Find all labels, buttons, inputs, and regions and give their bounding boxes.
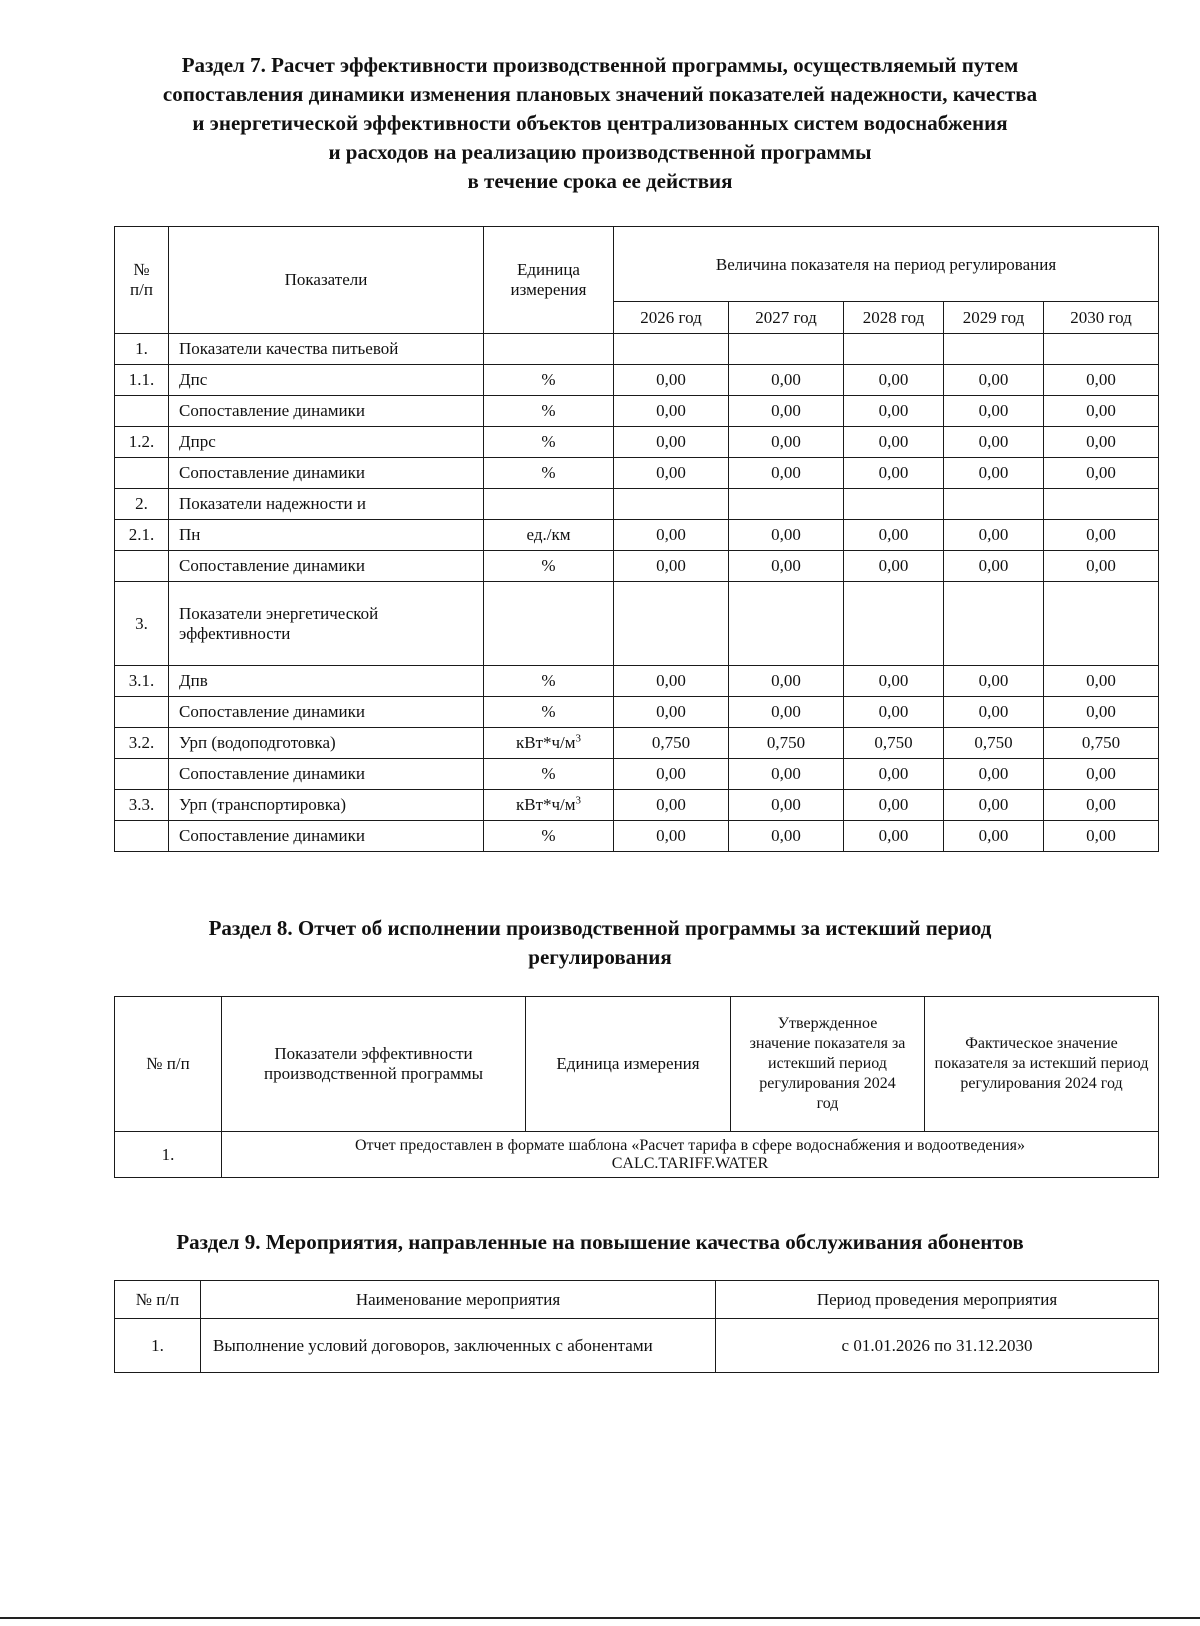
report-row-text: [222, 1132, 1159, 1178]
row-unit-text: %: [541, 556, 556, 575]
table-row: [115, 790, 1159, 821]
row-unit: [484, 759, 614, 790]
table-row: [115, 697, 1159, 728]
row-indicator: Сопоставление динамики: [169, 396, 484, 427]
row-unit: [484, 458, 614, 489]
row-unit-superscript: 3: [575, 732, 582, 745]
row-value: 0,750: [614, 728, 729, 759]
row-value: 0,00: [1044, 759, 1159, 790]
row-value: 0,00: [844, 520, 944, 551]
row-value: 0,00: [944, 759, 1044, 790]
section7-title-line: сопоставления динамики изменения плановых значений показателей надежности, качества: [162, 82, 1038, 106]
table-row: [115, 396, 1159, 427]
row-value: 0,00: [844, 759, 944, 790]
row-unit: [484, 427, 614, 458]
section9-title-line: Раздел 9. Мероприятия, направленные на повышение качества обслуживания абонентов: [176, 1230, 1024, 1254]
row-value: 0,00: [944, 365, 1044, 396]
efficiency-table: [114, 226, 1159, 852]
measures-header-num: № п/п: [115, 1281, 201, 1319]
row-value: [944, 334, 1044, 365]
section8-title-line: регулирования: [528, 945, 672, 969]
row-unit: [484, 334, 614, 365]
row-value: 0,00: [844, 666, 944, 697]
row-value: 0,00: [614, 759, 729, 790]
row-value: 0,00: [944, 396, 1044, 427]
row-num: 1.: [115, 334, 169, 365]
report-row-num: 1.: [115, 1132, 222, 1178]
report-header-unit: Единица измерения: [526, 997, 731, 1132]
row-num: 2.: [115, 489, 169, 520]
row-value: 0,00: [729, 697, 844, 728]
row-indicator: Урп (водоподготовка): [169, 728, 484, 759]
row-num: [115, 697, 169, 728]
row-indicator: Сопоставление динамики: [169, 551, 484, 582]
row-value: 0,00: [729, 396, 844, 427]
row-value: 0,00: [729, 520, 844, 551]
report-header-actual: Фактическое значение показателя за истекший период регулирования 2024 год: [925, 997, 1159, 1132]
row-num: 1.2.: [115, 427, 169, 458]
row-num: 3.3.: [115, 790, 169, 821]
row-value: 0,00: [614, 551, 729, 582]
row-value: 0,00: [1044, 520, 1159, 551]
row-value: 0,00: [844, 365, 944, 396]
row-value: [729, 582, 844, 666]
col-header-year: 2027 год: [729, 302, 844, 334]
row-num: 3.: [115, 582, 169, 666]
report-header-indicator: Показатели эффективности производственной программы: [222, 997, 526, 1132]
row-value: 0,00: [844, 551, 944, 582]
row-value: 0,00: [844, 821, 944, 852]
row-indicator: Урп (транспортировка): [169, 790, 484, 821]
row-unit: [484, 666, 614, 697]
row-value: 0,00: [844, 396, 944, 427]
row-value: 0,750: [1044, 728, 1159, 759]
row-value: 0,00: [1044, 427, 1159, 458]
measures-row-num: 1.: [115, 1319, 201, 1373]
table-row: [115, 728, 1159, 759]
row-value: 0,00: [844, 458, 944, 489]
row-value: 0,00: [1044, 551, 1159, 582]
row-value: 0,00: [944, 821, 1044, 852]
measures-header-name: Наименование мероприятия: [201, 1281, 716, 1319]
section7-title-line: Раздел 7. Расчет эффективности производственной программы, осуществляемый путем: [181, 53, 1019, 77]
row-value: 0,00: [729, 821, 844, 852]
col-header-period: Величина показателя на период регулирования: [614, 227, 1159, 302]
report-header-approved: Утвержденное значение показателя за истекший период регулирования 2024 год: [731, 997, 925, 1132]
row-unit-text: %: [541, 702, 556, 721]
row-indicator: Показатели надежности и: [169, 489, 484, 520]
col-header-unit: Единица измерения: [484, 227, 614, 334]
row-value: [729, 334, 844, 365]
row-value: 0,00: [614, 427, 729, 458]
row-unit: [484, 551, 614, 582]
report-row-text-line: CALC.TARIFF.WATER: [611, 1154, 769, 1172]
row-num: 3.2.: [115, 728, 169, 759]
row-value: 0,00: [729, 759, 844, 790]
row-value: 0,00: [729, 427, 844, 458]
col-header-year: 2026 год: [614, 302, 729, 334]
row-unit: [484, 821, 614, 852]
table-row: [115, 489, 1159, 520]
row-indicator: Сопоставление динамики: [169, 458, 484, 489]
table-row: [115, 365, 1159, 396]
row-value: [944, 489, 1044, 520]
col-header-year: 2030 год: [1044, 302, 1159, 334]
row-value: [944, 582, 1044, 666]
row-unit: [484, 520, 614, 551]
section8-title: [0, 914, 1200, 972]
row-value: 0,750: [729, 728, 844, 759]
row-value: 0,00: [844, 790, 944, 821]
row-indicator: Сопоставление динамики: [169, 697, 484, 728]
row-value: 0,750: [844, 728, 944, 759]
row-value: 0,00: [1044, 365, 1159, 396]
row-value: 0,00: [1044, 697, 1159, 728]
row-value: 0,00: [1044, 821, 1159, 852]
row-unit-text: %: [541, 432, 556, 451]
section9-title: [0, 1228, 1200, 1257]
col-header-indicator: Показатели: [169, 227, 484, 334]
row-value: [844, 582, 944, 666]
row-indicator: Пн: [169, 520, 484, 551]
row-unit-text: %: [541, 671, 556, 690]
row-value: [844, 489, 944, 520]
measures-table: [114, 1280, 1159, 1373]
table-row: [115, 582, 1159, 666]
row-value: [614, 582, 729, 666]
row-value: 0,00: [844, 427, 944, 458]
section7-title-line: в течение срока ее действия: [467, 169, 733, 193]
row-num: 2.1.: [115, 520, 169, 551]
section8-title-line: Раздел 8. Отчет об исполнении производственной программы за истекший период: [208, 916, 992, 940]
measures-row-name: Выполнение условий договоров, заключенных с абонентами: [201, 1319, 716, 1373]
row-value: 0,00: [944, 551, 1044, 582]
row-value: 0,00: [844, 697, 944, 728]
row-unit-text: %: [541, 401, 556, 420]
row-value: 0,00: [614, 821, 729, 852]
row-value: 0,00: [944, 520, 1044, 551]
row-unit: [484, 365, 614, 396]
row-unit-text: кВт*ч/м: [515, 733, 576, 752]
measures-header-period: Период проведения мероприятия: [716, 1281, 1159, 1319]
row-unit-text: %: [541, 826, 556, 845]
row-unit-text: %: [541, 370, 556, 389]
row-indicator: Дпс: [169, 365, 484, 396]
row-value: 0,00: [614, 697, 729, 728]
row-unit: [484, 489, 614, 520]
col-header-year: 2028 год: [844, 302, 944, 334]
row-value: [729, 489, 844, 520]
row-value: 0,00: [1044, 458, 1159, 489]
row-unit-text: кВт*ч/м: [515, 795, 576, 814]
table-row: [115, 821, 1159, 852]
row-value: 0,00: [1044, 790, 1159, 821]
row-value: 0,00: [614, 458, 729, 489]
row-value: 0,00: [614, 790, 729, 821]
row-unit: [484, 790, 614, 821]
measures-row-period: с 01.01.2026 по 31.12.2030: [716, 1319, 1159, 1373]
row-value: 0,00: [729, 790, 844, 821]
row-value: 0,00: [944, 697, 1044, 728]
row-value: 0,00: [944, 666, 1044, 697]
row-value: [1044, 334, 1159, 365]
report-row-text-line: Отчет предоставлен в формате шаблона «Расчет тарифа в сфере водоснабжения и водоотведения»: [354, 1136, 1026, 1154]
row-unit-superscript: 3: [575, 794, 582, 807]
table-row: [115, 551, 1159, 582]
report-header-num: № п/п: [115, 997, 222, 1132]
row-value: [614, 334, 729, 365]
table-row: [115, 759, 1159, 790]
row-indicator: Сопоставление динамики: [169, 821, 484, 852]
row-value: 0,00: [614, 666, 729, 697]
row-value: [844, 334, 944, 365]
row-unit-text: ед./км: [526, 525, 571, 544]
row-value: [614, 489, 729, 520]
row-num: [115, 821, 169, 852]
row-num: 3.1.: [115, 666, 169, 697]
table-row: [115, 666, 1159, 697]
section7-title: [0, 51, 1200, 196]
col-header-num: № п/п: [115, 227, 169, 334]
row-value: 0,00: [614, 396, 729, 427]
row-unit: [484, 728, 614, 759]
section7-title-line: и расходов на реализацию производственной программы: [328, 140, 872, 164]
table-row: [115, 458, 1159, 489]
row-unit-text: %: [541, 764, 556, 783]
section7-title-line: и энергетической эффективности объектов централизованных систем водоснабжения: [192, 111, 1008, 135]
row-num: 1.1.: [115, 365, 169, 396]
row-num: [115, 458, 169, 489]
row-value: 0,00: [1044, 396, 1159, 427]
row-indicator: Показатели энергетической эффективности: [169, 582, 484, 666]
row-unit: [484, 396, 614, 427]
row-indicator: Дпв: [169, 666, 484, 697]
row-unit-text: %: [541, 463, 556, 482]
row-indicator: Показатели качества питьевой: [169, 334, 484, 365]
row-unit: [484, 697, 614, 728]
table-row: [115, 427, 1159, 458]
row-value: 0,00: [729, 365, 844, 396]
row-value: [1044, 489, 1159, 520]
row-num: [115, 396, 169, 427]
col-header-year: 2029 год: [944, 302, 1044, 334]
row-value: 0,00: [729, 666, 844, 697]
row-num: [115, 551, 169, 582]
row-unit: [484, 582, 614, 666]
row-value: 0,00: [729, 551, 844, 582]
row-indicator: Сопоставление динамики: [169, 759, 484, 790]
table-row: [115, 520, 1159, 551]
row-value: 0,00: [1044, 666, 1159, 697]
row-value: 0,00: [614, 365, 729, 396]
row-value: 0,00: [944, 790, 1044, 821]
row-value: 0,00: [944, 427, 1044, 458]
row-value: 0,750: [944, 728, 1044, 759]
page-bottom-rule: [0, 1617, 1200, 1619]
report-table: [114, 996, 1159, 1178]
row-num: [115, 759, 169, 790]
row-value: [1044, 582, 1159, 666]
row-indicator: Дпрс: [169, 427, 484, 458]
row-value: 0,00: [729, 458, 844, 489]
row-value: 0,00: [614, 520, 729, 551]
row-value: 0,00: [944, 458, 1044, 489]
table-row: [115, 334, 1159, 365]
